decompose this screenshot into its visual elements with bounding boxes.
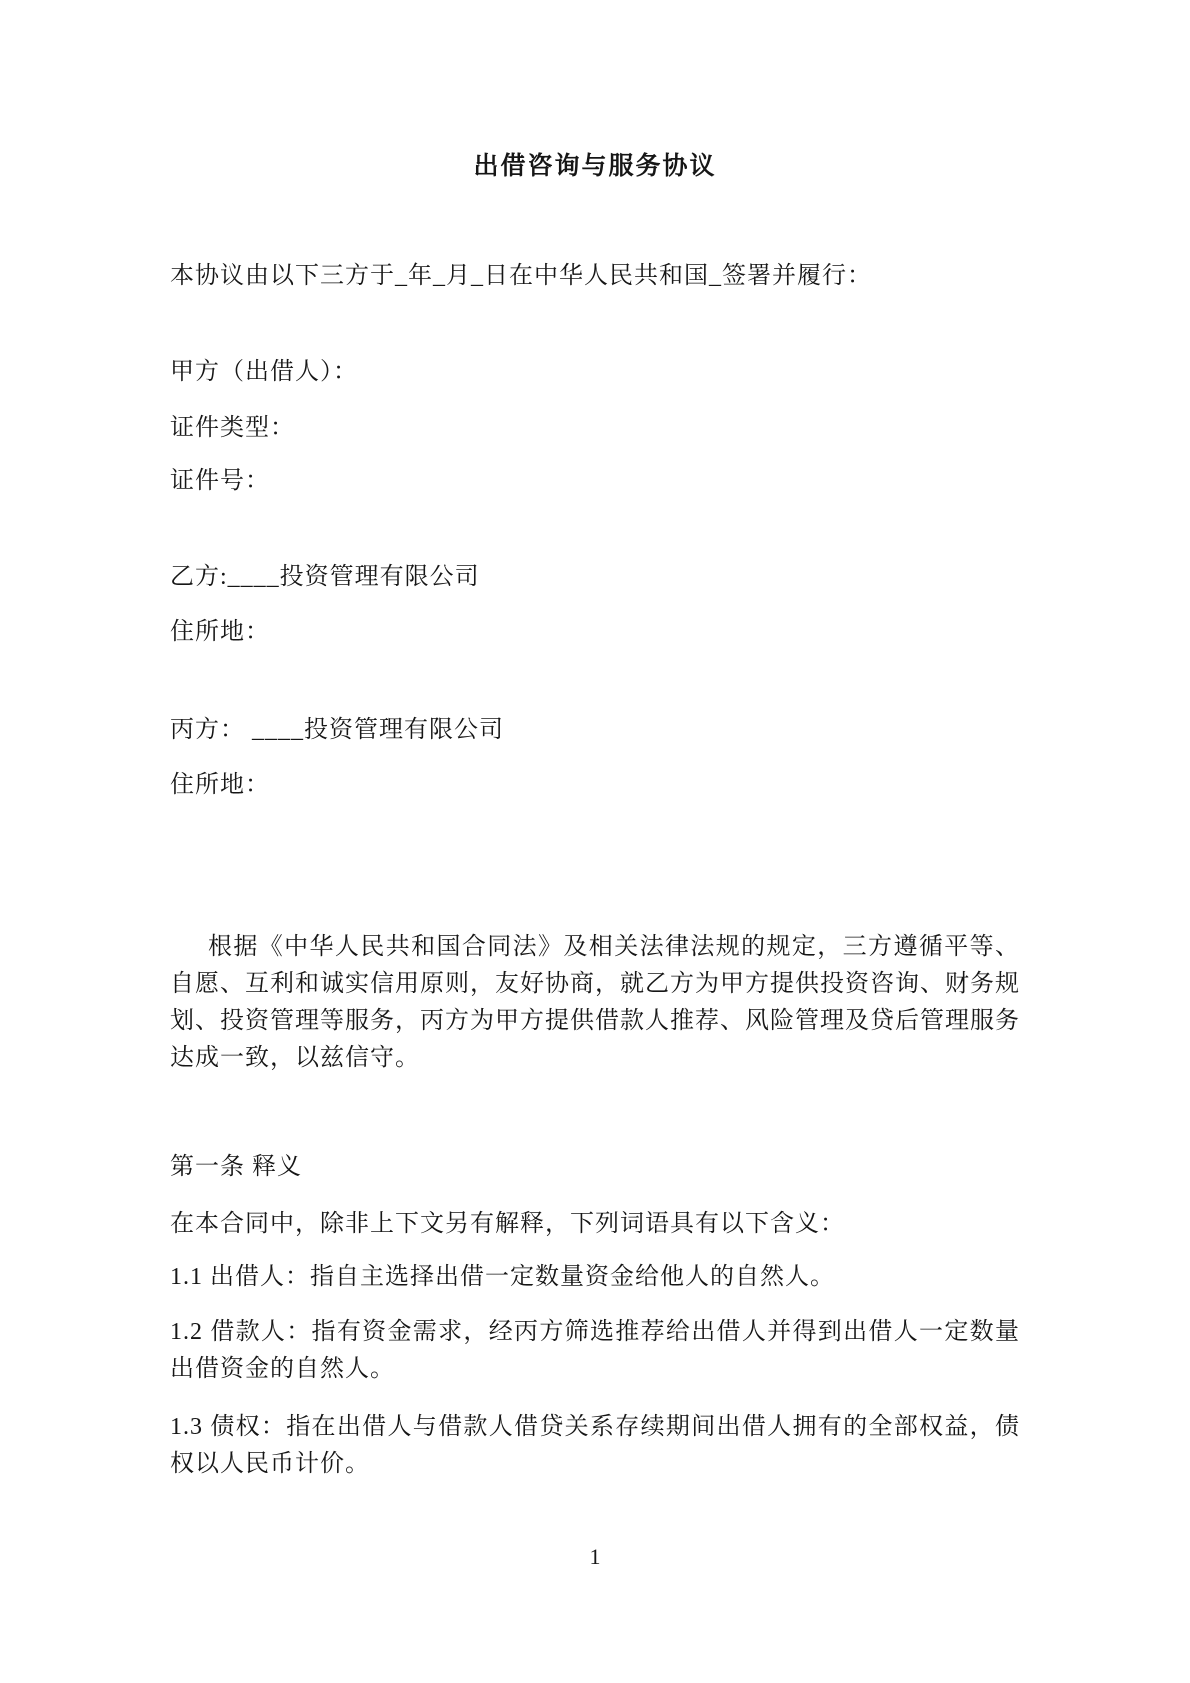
page-number: 1 — [589, 1544, 601, 1569]
party-a-id-number-line: 证件号： — [170, 468, 270, 494]
section-1-lead: 在本合同中，除非上下文另有解释，下列词语具有以下含义： — [170, 1211, 845, 1237]
document-title: 出借咨询与服务协议 — [473, 153, 717, 180]
party-b-name-line: 乙方:____投资管理有限公司 — [170, 564, 480, 590]
clause-1-2: 1.2 借款人：指有资金需求，经丙方筛选推荐给出借人并得到出借人一定数量出借资金的自然人。 — [170, 1319, 1020, 1382]
party-c-name-line: 丙方： ____投资管理有限公司 — [170, 717, 504, 743]
preamble-paragraph: 根据《中华人民共和国合同法》及相关法律法规的规定，三方遵循平等、自愿、互利和诚实信用原则，友好协商，就乙方为甲方提供投资咨询、财务规划、投资管理等服务，丙方为甲方提供借款人推荐、风险管理及贷后管理服务达成一致，以兹信守。 — [170, 934, 1020, 1071]
section-1-heading: 第一条 释义 — [170, 1154, 302, 1180]
party-a-id-type-line: 证件类型： — [170, 415, 295, 441]
party-b-address-line: 住所地： — [170, 619, 270, 645]
party-a-name-line: 甲方（出借人）： — [170, 359, 358, 385]
party-c-address-line: 住所地： — [170, 772, 270, 798]
intro-paragraph: 本协议由以下三方于_年_月_日在中华人民共和国_签署并履行： — [170, 263, 872, 289]
clause-1-1: 1.1 出借人：指自主选择出借一定数量资金给他人的自然人。 — [170, 1264, 835, 1290]
clause-1-3: 1.3 债权：指在出借人与借款人借贷关系存续期间出借人拥有的全部权益，债权以人民币计价。 — [170, 1414, 1020, 1477]
